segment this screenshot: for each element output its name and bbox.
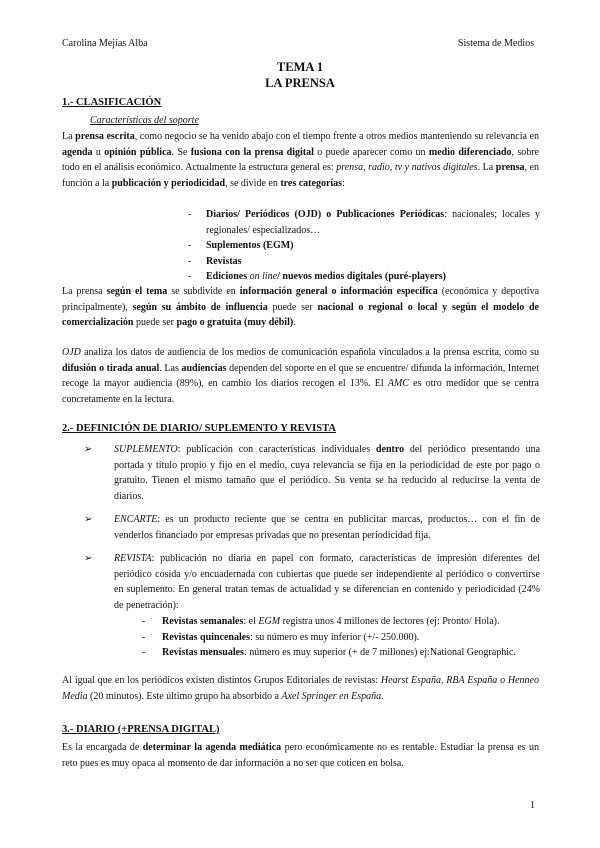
categories-list (188, 207, 540, 285)
list-item-revista: ➢ REVISTA: publicación no diaria en papel con formato, características de impresión diferentes del periódico cosida y/o encuadernada con cubiertas que puede ser independiente al periódico o convertirse en suplemento. En general tratan temas de actualidad y se diferencian en contenido y periodicidad (24% de penetración): (84, 553, 540, 611)
list-item-suplemento: ➢ SUPLEMENTO: publicación con características individuales dentro del periódico presentando una portada y título propio y fijo en el medio, cuya relevancia se fija en la periodicidad de este por pago o gratuito. Tienen el mismo tamaño que el periódico. Su venta se ha reducido al reducirse la venta de diarios. (84, 444, 541, 502)
paragraph-prensa-escrita: La prensa escrita, como negocio se ha venido abajo con el tiempo frente a otros medios manteniendo su relevancia en agenda u opinión pública. Se fusiona con la prensa digital o puede aparecer como un medio diferenciado, sobre todo en el análisis económico. Actualmente la estructura general es: prensa, radio, tv y nativos digitales. La prensa, en función a la publicación y periodicidad, se divide en tres categorías: (62, 131, 540, 189)
paragraph-diario: Es la encargada de determinar la agenda mediática pero económicamente no es rentable. Estudiar la prensa es un reto pues es muy opaca al momento de dar información a no ser que coticen en bolsa. (62, 742, 540, 769)
paragraph-grupos-editoriales: Al igual que en los periódicos existen distintos Grupos Editoriales de revistas: Hearst España, RBA España o Henneo Media (20 minutos). Este último grupo ha absorbido a Axel Springer en España. (62, 675, 539, 702)
section-2-heading: 2.- DEFINICIÓN DE DIARIO/ SUPLEMENTO Y REVISTA (62, 423, 336, 434)
arrow-bullet-icon: ➢ (84, 444, 93, 455)
header-subject: Sistema de Medios (457, 38, 534, 49)
doc-title: TEMA 1 (276, 60, 324, 74)
header-author: Carolina Mejías Alba (62, 38, 148, 49)
doc-subtitle: LA PRENSA (265, 76, 335, 90)
arrow-bullet-icon: ➢ (84, 514, 93, 525)
list-item: - Revistas (188, 254, 540, 270)
list-item: - Suplementos (EGM) (188, 238, 540, 254)
list-item: - Revistas quincenales: su número es muy inferior (+/- 250.000). (142, 630, 540, 646)
arrow-bullet-icon: ➢ (84, 553, 93, 564)
revistas-types-list (142, 614, 540, 661)
page-number: 1 (530, 800, 535, 811)
list-item-encarte: ➢ ENCARTE: es un producto reciente que se centra en publicitar marcas, productos… con el fin de venderlos financiado por empresas privadas que no presentan periodicidad fija. (84, 514, 540, 541)
subheading-soporte: Características del soporte (90, 115, 199, 126)
section-1-heading: 1.- CLASIFICACIÓN (62, 97, 162, 108)
list-item: - Ediciones on line/ nuevos medios digitales (puré-players) (188, 269, 540, 285)
section-3-heading: 3.- DIARIO (+PRENSA DIGITAL) (62, 724, 220, 735)
paragraph-segun-tema: La prensa según el tema se subdivide en información general o información específica (económica y deportiva principalmente), según su ámbito de influencia puede ser nacional o regional o local y según el modelo de comercialización puede ser pago o gratuita (muy débil). (62, 286, 540, 329)
list-item: - Revistas mensuales: número es muy superior (+ de 7 millones) ej:National Geographic. (142, 645, 540, 661)
list-item: - Diarios/ Periódicos (OJD) o Publicaciones Periódicas: nacionales; locales y regionales/ especializados… (188, 207, 540, 238)
list-item: - Revistas semanales: el EGM registra unos 4 millones de lectores (ej: Pronto/ Hola). (142, 614, 540, 630)
paragraph-ojd: OJD analiza los datos de audiencia de los medios de comunicación española vinculados a la prensa escrita, como su difusión o tirada anual. Las audiencias dependen del soporte en el que se encuentre/ difunda la información, Internet recoge la mayor audiencia (89%), en cambio los diarios recogen el 13%. El AMC es otro medidor que se centra concretamente en la lectura. (62, 347, 539, 405)
